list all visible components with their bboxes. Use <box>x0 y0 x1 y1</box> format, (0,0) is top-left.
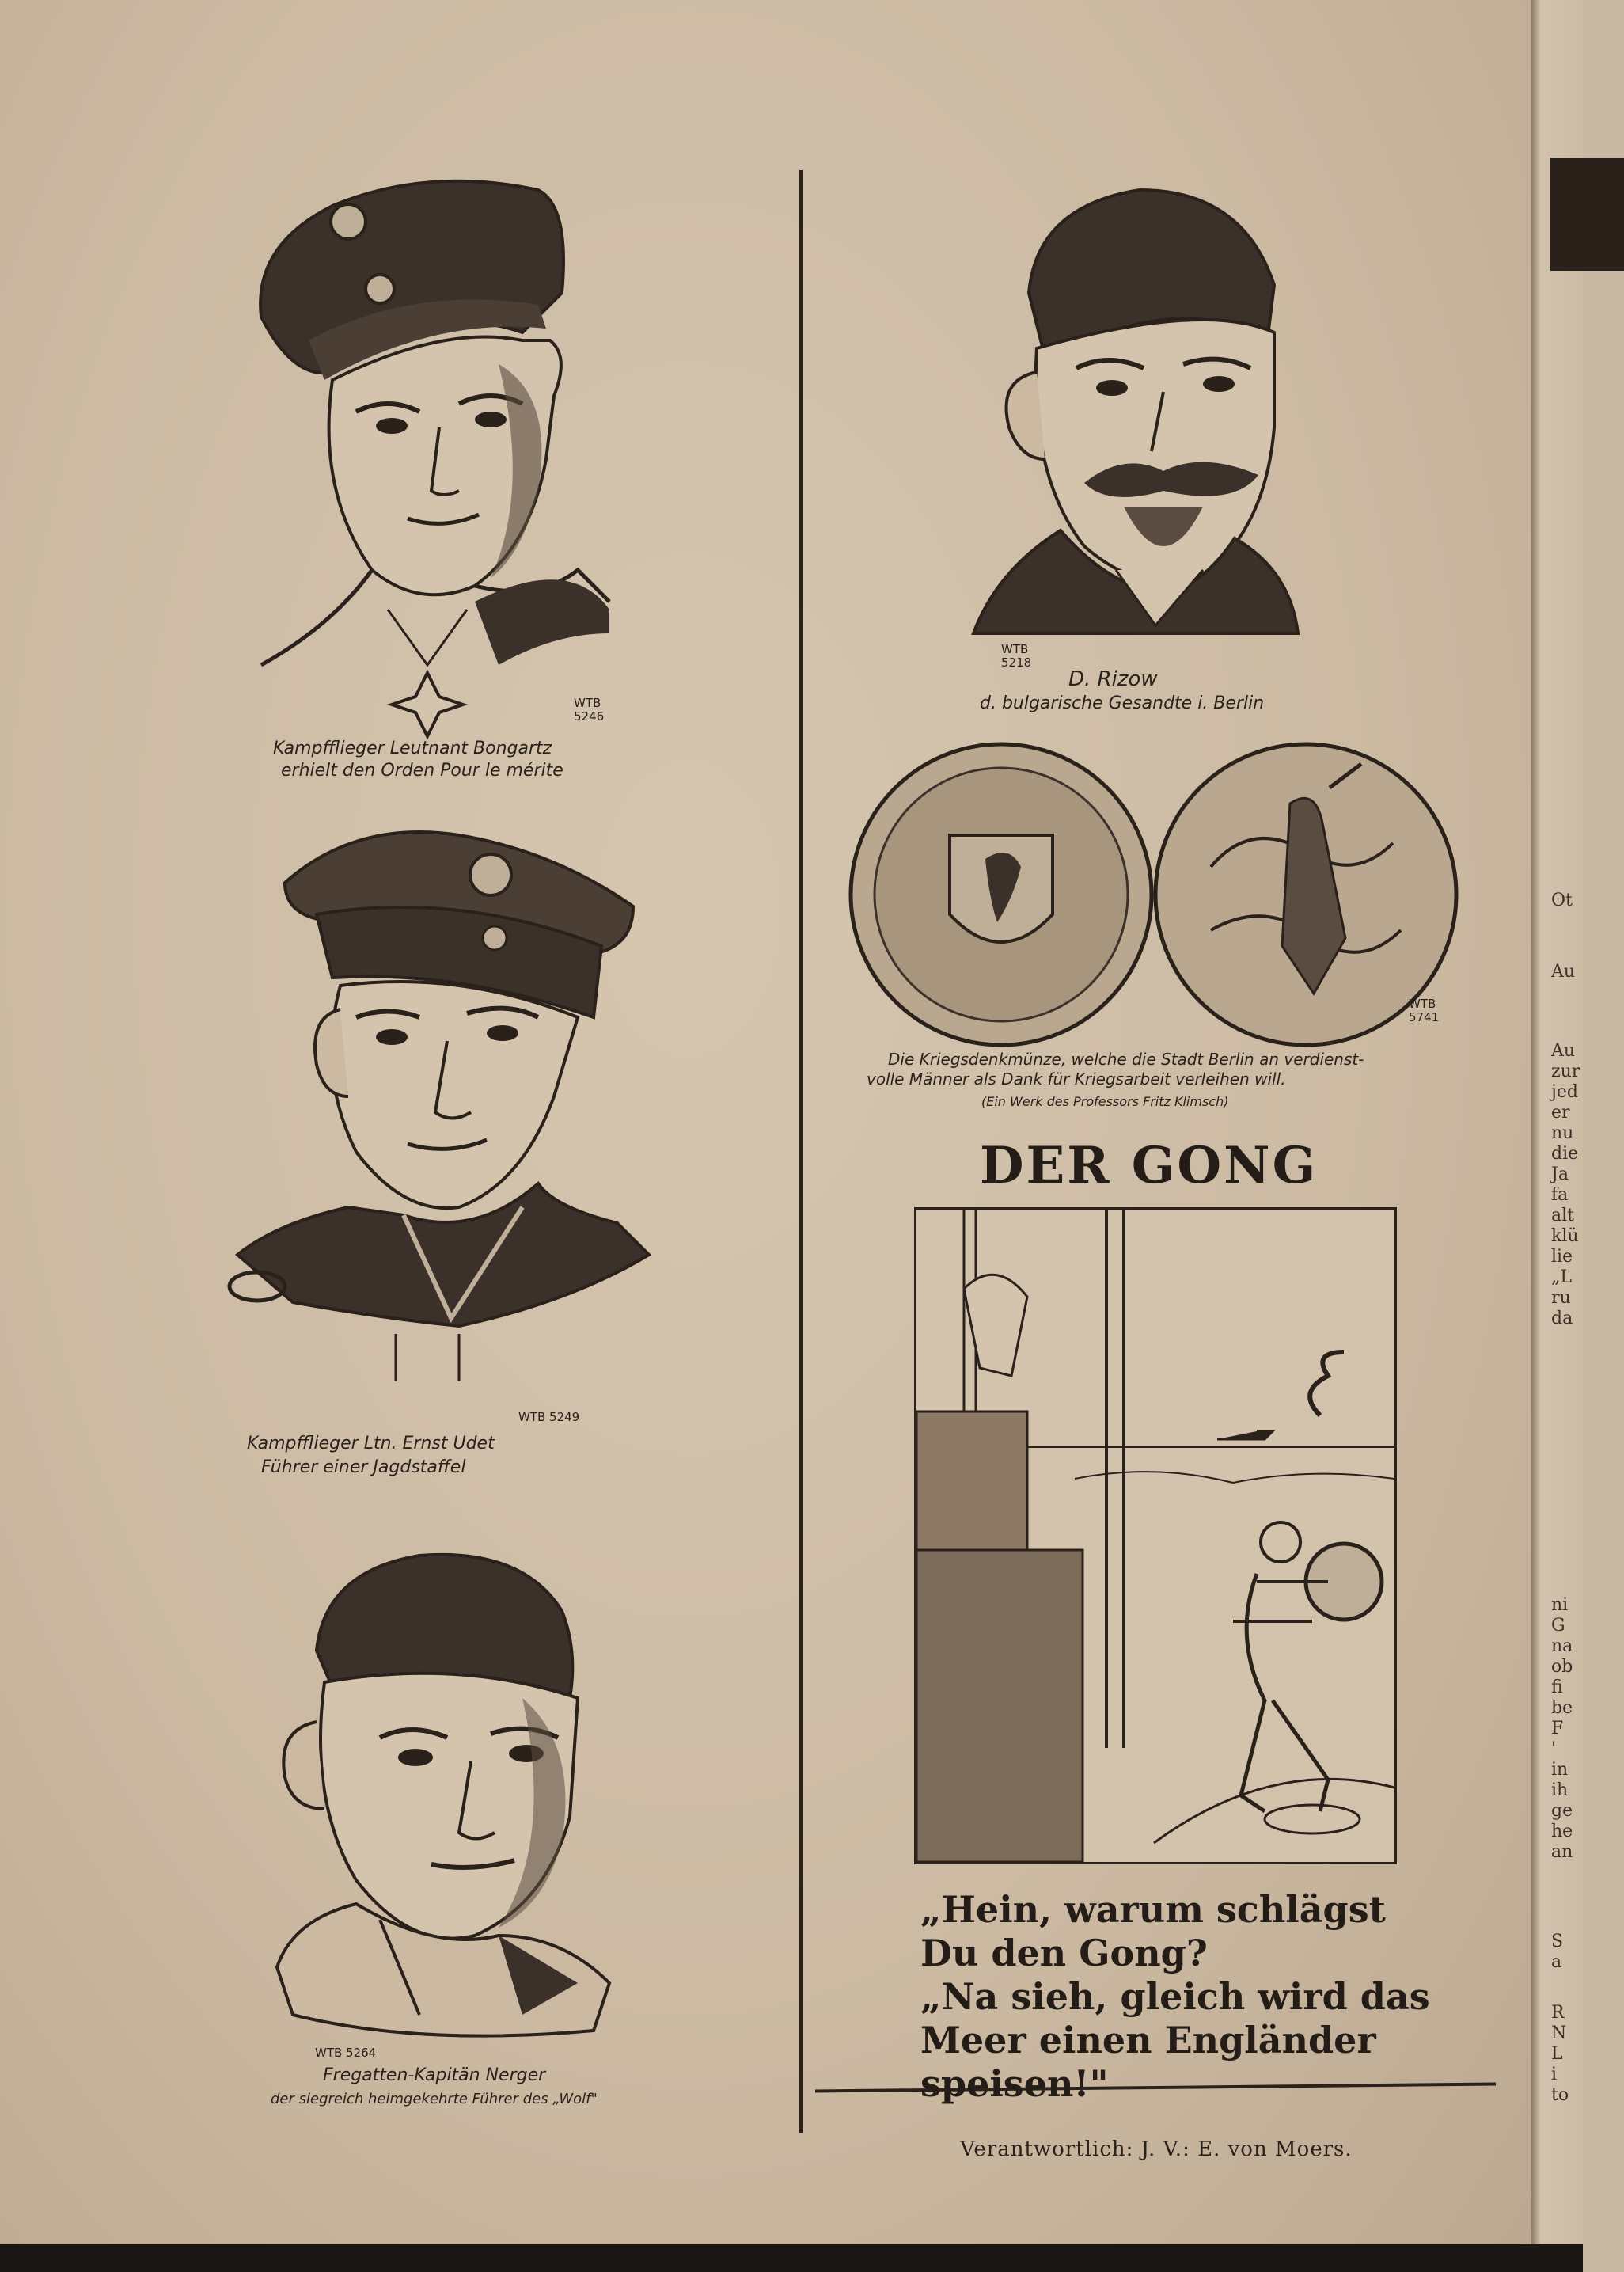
scan-bottom-edge <box>0 2244 1583 2272</box>
adjacent-page-text: Au zur jed er nu die Ja fa alt klü lie „L ru da <box>1551 1041 1580 1328</box>
caption-line: Fregatten-Kapitän Nerger <box>323 2065 546 2085</box>
caption-line: der siegreich heimgekehrte Führer des „Wolf" <box>271 2091 598 2107</box>
portrait-nerger <box>261 1540 641 2062</box>
cartoon-frame <box>914 1207 1397 1864</box>
caption-line: erhielt den Orden Pour le mérite <box>281 761 563 781</box>
wtb-number: WTB 5218 <box>1001 642 1032 670</box>
adjacent-page-text: Au <box>1551 962 1576 982</box>
wtb-number: WTB 5246 <box>574 696 605 724</box>
caption-line: Führer einer Jagdstaffel <box>261 1457 466 1477</box>
speech-line: „Na sieh, gleich wird das <box>920 1975 1430 2018</box>
caption-line: Die Kriegsdenkmünze, welche die Stadt Berlin an verdienst- <box>888 1050 1364 1069</box>
wtb-number: WTB 5249 <box>518 1410 580 1424</box>
portrait-bongartz <box>237 158 681 744</box>
caption-line: d. bulgarische Gesandte i. Berlin <box>980 693 1265 713</box>
caption-line: Kampfflieger Ltn. Ernst Udet <box>247 1434 495 1453</box>
cartoon-speech <box>920 1888 1430 2106</box>
portrait-udet <box>222 811 665 1397</box>
portrait-rizow <box>966 174 1330 665</box>
adjacent-page-letter: █ <box>1551 158 1624 270</box>
speech-line: Meer einen Engländer <box>920 2019 1376 2061</box>
medal-illustration <box>839 740 1472 1057</box>
speech-line: Du den Gong? <box>920 1932 1208 1974</box>
adjacent-page-text: R N L i to <box>1551 2003 1569 2105</box>
wtb-number: WTB 5264 <box>315 2046 377 2060</box>
column-divider <box>799 170 803 2133</box>
adjacent-page-text: Ot <box>1551 891 1573 910</box>
adjacent-page-text: ni G na ob fi be F ' in ih ge he an <box>1551 1595 1573 1862</box>
adjacent-page-text: S a <box>1551 1932 1564 1972</box>
wtb-number: WTB 5741 <box>1409 997 1440 1024</box>
cartoon-title: DER GONG <box>980 1136 1319 1195</box>
caption-line: Kampfflieger Leutnant Bongartz <box>273 739 552 758</box>
speech-line: „Hein, warum schlägst <box>920 1888 1386 1931</box>
caption-line: volle Männer als Dank für Kriegsarbeit verleihen will. <box>867 1070 1286 1089</box>
caption-line: (Ein Werk des Professors Fritz Klimsch) <box>981 1094 1229 1109</box>
speech-line: speisen!" <box>920 2062 1109 2105</box>
responsible-editor: Verantwortlich: J. V.: E. von Moers. <box>960 2137 1353 2161</box>
caption-line: D. Rizow <box>1068 667 1158 691</box>
